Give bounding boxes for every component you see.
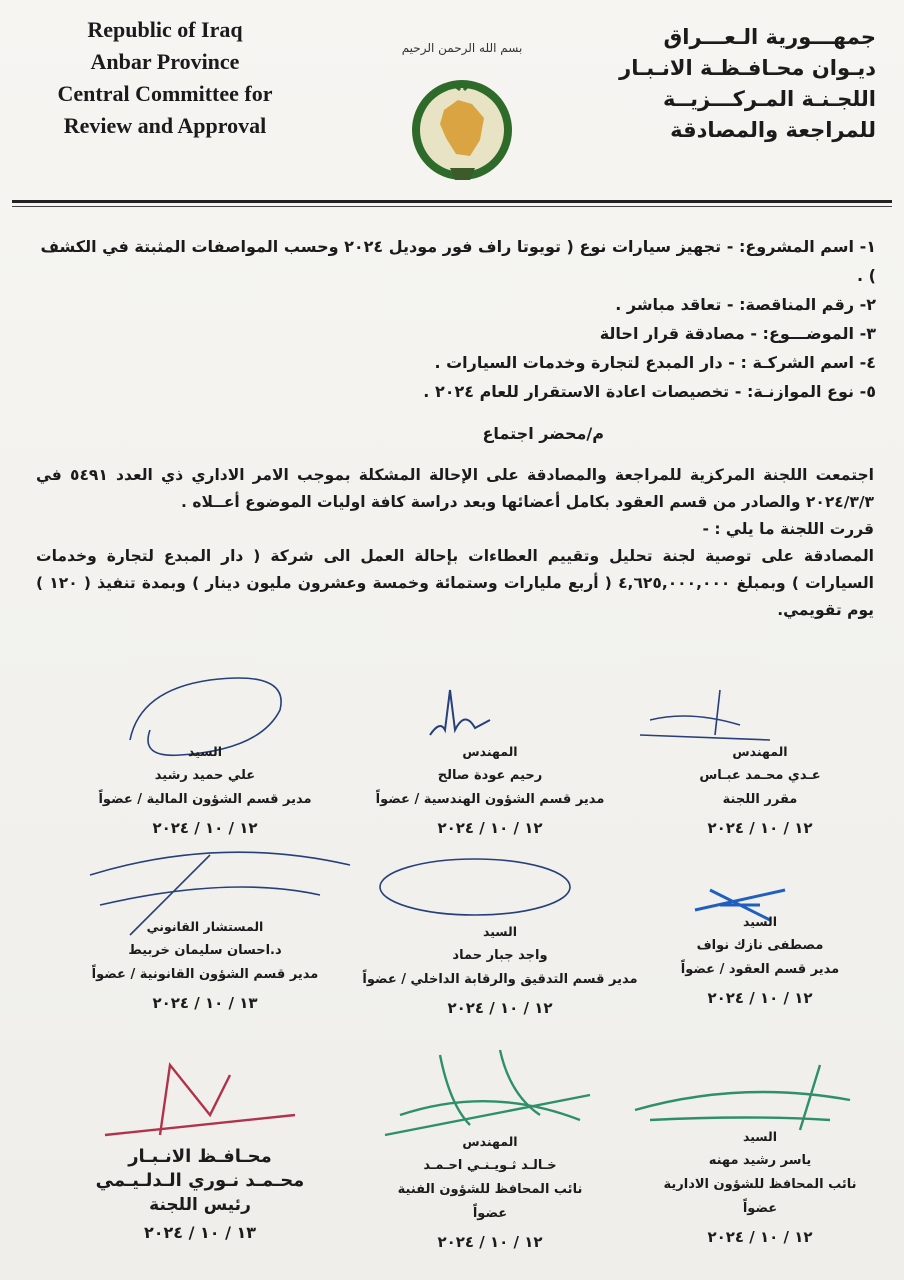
header-en-line-2: Anbar Province (90, 49, 240, 74)
signatory-8-role2: عضواً (472, 1206, 508, 1221)
header-ar-line-1: جمهـــورية الـعـــراق (663, 25, 876, 49)
signatory-7-date: ١٢ / ١٠ / ٢٠٢٤ (707, 1228, 813, 1246)
signatory-1-name: عـدي محـمد عبـاس (699, 768, 821, 783)
signatory-1-date: ١٢ / ١٠ / ٢٠٢٤ (707, 819, 813, 837)
signature-scribble-5 (375, 855, 575, 925)
header-ar-line-3: اللجـنـة المـركـــزيــة (663, 87, 876, 111)
signatory-6-date: ١٣ / ١٠ / ٢٠٢٤ (152, 994, 258, 1012)
signatory-4-name: مصطفى نازك نواف (696, 938, 824, 953)
signatory-4-title: السيد (742, 914, 778, 929)
emblem-basmala: بسم الله الرحمن الرحيم (401, 41, 523, 55)
signatory-4 (625, 910, 895, 1010)
signatory-4-role: مدير قسم العقود / عضواً (680, 962, 840, 977)
signatory-7-name: ياسر رشيد مهنه (708, 1153, 812, 1168)
body-paragraph-1: اجتمعت اللجنة المركزية للمراجعة والمصادقة على الإحالة المشكلة بموجب الامر الاداري ذي العدد ٥٤٩١ في ٢٠٢٤/٣/٣ والصادر من قسم العقود بكامل أعضائها وبعد دراسة كافة اوليات الموضوع أعــلاه . (36, 466, 874, 511)
header-english (30, 14, 300, 142)
subject-line: م/محضر اجتماع (482, 424, 604, 443)
signatory-9-role: رئيس اللجنة (149, 1195, 251, 1215)
signatory-2-role: مدير قسم الشؤون الهندسية / عضواً (375, 792, 605, 807)
signatory-5-date: ١٢ / ١٠ / ٢٠٢٤ (447, 999, 553, 1017)
item-budget-type: ٥- نوع الموازنـة: - تخصيصات اعادة الاستقرار للعام ٢٠٢٤ . (423, 382, 876, 401)
header-ar-line-2: ديـوان محـافـظـة الانـبـار (619, 56, 876, 80)
signatory-7-role: نائب المحافظ للشؤون الادارية (663, 1177, 857, 1192)
signatory-3-name: علي حميد رشيد (154, 768, 256, 783)
signatory-6-title: المستشار القانوني (146, 919, 264, 934)
signatory-8-title: المهندس (462, 1134, 518, 1149)
header-en-line-1: Republic of Iraq (87, 17, 243, 42)
signatory-9-title: محـافـظ الانـبـار (128, 1146, 272, 1167)
signatory-1 (625, 740, 895, 840)
signatory-7-title: السيد (742, 1129, 778, 1144)
item-tender-number: ٢- رقم المناقصة: - تعاقد مباشر . (615, 295, 876, 314)
header-en-line-4: Review and Approval (63, 113, 267, 138)
signatory-8 (355, 1130, 625, 1254)
signatory-6 (60, 915, 350, 1015)
signatory-3-date: ١٢ / ١٠ / ٢٠٢٤ (152, 819, 258, 837)
signatory-2-name: رحيم عودة صالح (437, 768, 543, 783)
header-ar-line-4: للمراجعة والمصادقة (670, 118, 876, 142)
signatory-3-title: السيد (187, 744, 223, 759)
header-en-line-3: Central Committee for (57, 81, 273, 106)
item-project-name: ١- اسم المشروع: - تجهيز سيارات نوع ( تويوتا راف فور موديل ٢٠٢٤ وحسب المواصفات المثبتة في الكشف ) . (40, 237, 876, 285)
signatory-6-role: مدير قسم الشؤون القانونية / عضواً (91, 967, 319, 982)
body-paragraph-2: المصادقة على توصية لجنة تحليل وتقييم العطاءات بإحالة العمل الى شركة ( دار المبدع لتجارة وخدمات السيارات ) وبمبلغ ٤,٦٢٥,٠٠٠,٠٠٠ ( أربع مليارات وستمائة وخمسة وعشرون مليون دينار ) وبمدة تنفيذ ( ١٢٠ ) يوم تقويمي. (36, 547, 874, 619)
signatory-1-title: المهندس (732, 744, 788, 759)
signatory-9 (60, 1145, 340, 1245)
header-arabic (576, 22, 876, 146)
signatory-8-date: ١٢ / ١٠ / ٢٠٢٤ (437, 1233, 543, 1251)
signatory-5-name: واجد جبار حماد (452, 948, 548, 963)
signature-scribble-7 (100, 1055, 300, 1145)
body-decision-heading: قررت اللجنة ما يلي : - (702, 520, 874, 538)
signatory-2 (340, 740, 640, 840)
anbar-emblem-icon (400, 30, 525, 195)
signatory-8-role: نائب المحافظ للشؤون الفنية (397, 1182, 583, 1197)
signatory-9-name: محـمـد نـوري الـدلـيـمي (95, 1170, 305, 1191)
signatory-7 (625, 1125, 895, 1249)
signatory-3-role: مدير قسم الشؤون المالية / عضواً (98, 792, 312, 807)
subject-items (40, 232, 876, 406)
signatory-4-date: ١٢ / ١٠ / ٢٠٢٤ (707, 989, 813, 1007)
signatory-8-name: خـالـد ثـويـنـي احـمـد (423, 1158, 557, 1173)
signatory-6-name: د.احسان سليمان خربيط (128, 943, 282, 958)
signatory-7-role2: عضواً (742, 1201, 778, 1216)
signatory-2-date: ١٢ / ١٠ / ٢٠٢٤ (437, 819, 543, 837)
signatory-5 (340, 920, 660, 1020)
signatory-9-date: ١٣ / ١٠ / ٢٠٢٤ (143, 1223, 257, 1242)
signatory-3 (60, 740, 350, 840)
signatory-2-title: المهندس (462, 744, 518, 759)
item-company-name: ٤- اسم الشركـة : - دار المبدع لتجارة وخدمات السيارات . (434, 353, 876, 372)
signatory-5-role: مدير قسم التدقيق والرقابة الداخلي / عضواً (362, 972, 638, 987)
signatory-5-title: السيد (482, 924, 518, 939)
header-rule-thick (12, 200, 892, 203)
header-rule-thin (12, 206, 892, 207)
signatory-1-role: مقرر اللجنة (722, 792, 798, 807)
item-subject: ٣- الموضـــوع: - مصادقة قرار احالة (599, 324, 876, 343)
meeting-body (36, 462, 874, 624)
